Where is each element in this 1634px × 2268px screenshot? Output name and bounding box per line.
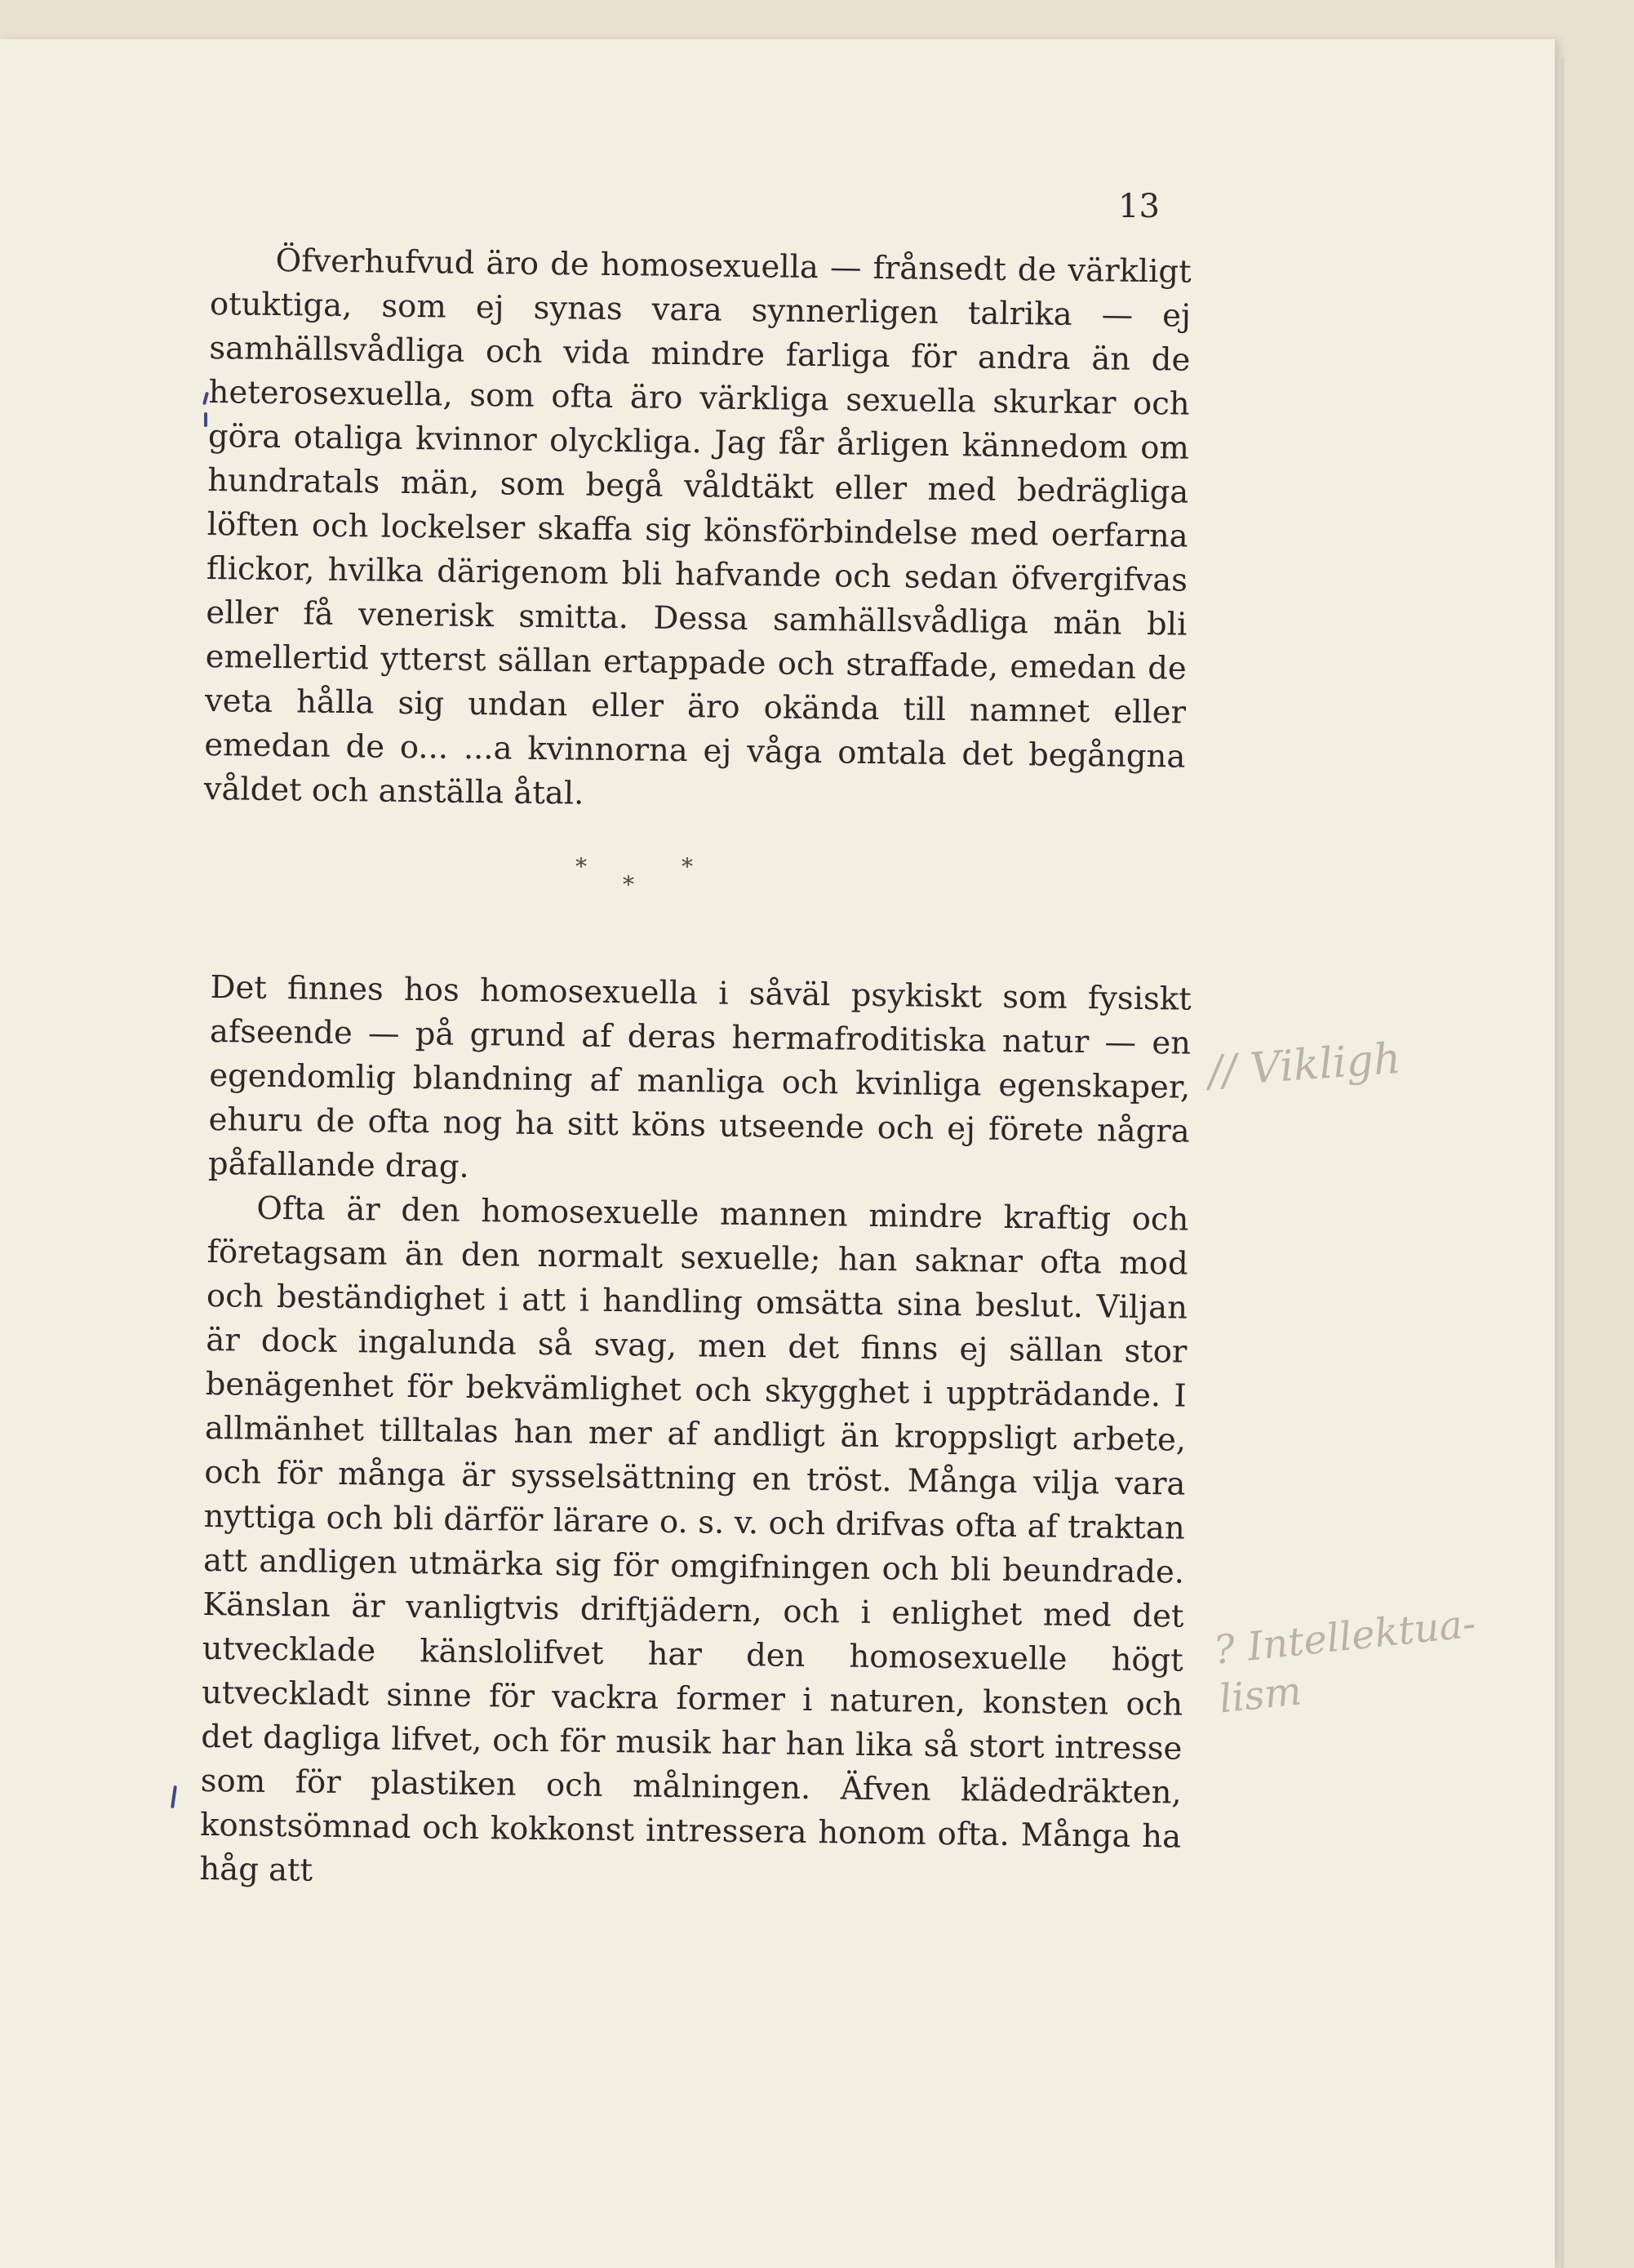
separator-star: *	[623, 871, 634, 898]
page-number: 13	[1118, 188, 1160, 225]
separator-star: *	[682, 853, 693, 880]
text-block-bottom	[199, 966, 1192, 1904]
sheet-edge	[1561, 57, 1564, 2268]
paragraph-2: Det finnes hos homosexuella i såväl psykiskt som fysiskt afseende — på grund af deras hermafroditiska natur — en egendomlig blandning af manliga och kvinliga egenskaper, ehuru de ofta nog ha sitt köns utseende och ej förete några påfallande drag.	[207, 968, 1192, 1185]
paragraph-3: Ofta är den homosexuelle mannen mindre kraftig och företagsam än den normalt sexuelle; han saknar ofta mod och beständighet i att i handling omsätta sina beslut. Viljan är dock ingalunda så svag, men det finns ej sällan stor benägenhet för bekvämlighet och skygghet i uppträdande. I allmänhet tilltalas han mer af andligt än kroppsligt arbete, och för många är sysselsättning en tröst. Många vilja vara nyttiga och bli därför lärare o. s. v. och drifvas ofta af traktan att andligen utmärka sig för omgifningen och bli beundrade. Känslan är vanligtvis driftjädern, och i enlighet med det utvecklade känslolifvet har den homosexuelle högt utveckladt sinne för vackra former i naturen, konsten och det dagliga lifvet, och för musik har han lika så stort intresse som för plastiken och målningen. Äfven klädedräkten, konstsömnad och kokkonst intressera honom ofta. Många ha håg att	[199, 1190, 1189, 1889]
section-separator	[575, 853, 788, 902]
margin-note-handwritten: // Vikligh	[1206, 1034, 1403, 1097]
ink-mark	[204, 412, 207, 427]
margin-note-handwritten: ? Intellektua- lism	[1211, 1600, 1478, 1723]
separator-star: *	[575, 853, 587, 880]
text-block-top	[203, 238, 1191, 824]
paragraph-1: Öfverhufvud äro de homosexuella — frånsedt de värkligt otuktiga, som ej synas vara synnerligen talrika — ej samhällsvådliga och vida mindre farliga för andra än de heterosexuella, som ofta äro värkliga sexuella skurkar och göra otaliga kvinnor olyckliga. Jag får årligen kännedom om hundratals män, som begå våldtäkt eller med bedrägliga löften och lockelser skaffa sig könsförbindelse med oerfarna flickor, hvilka därigenom bli hafvande och sedan öfvergifvas eller få venerisk smitta. Dessa samhällsvådliga män bli emellertid ytterst sällan ertappade och straffade, emedan de veta hålla sig undan eller äro okända till namnet eller emedan de o... ...a kvinnorna ej våga omtala det begångna våldet och anställa åtal.	[203, 242, 1192, 812]
